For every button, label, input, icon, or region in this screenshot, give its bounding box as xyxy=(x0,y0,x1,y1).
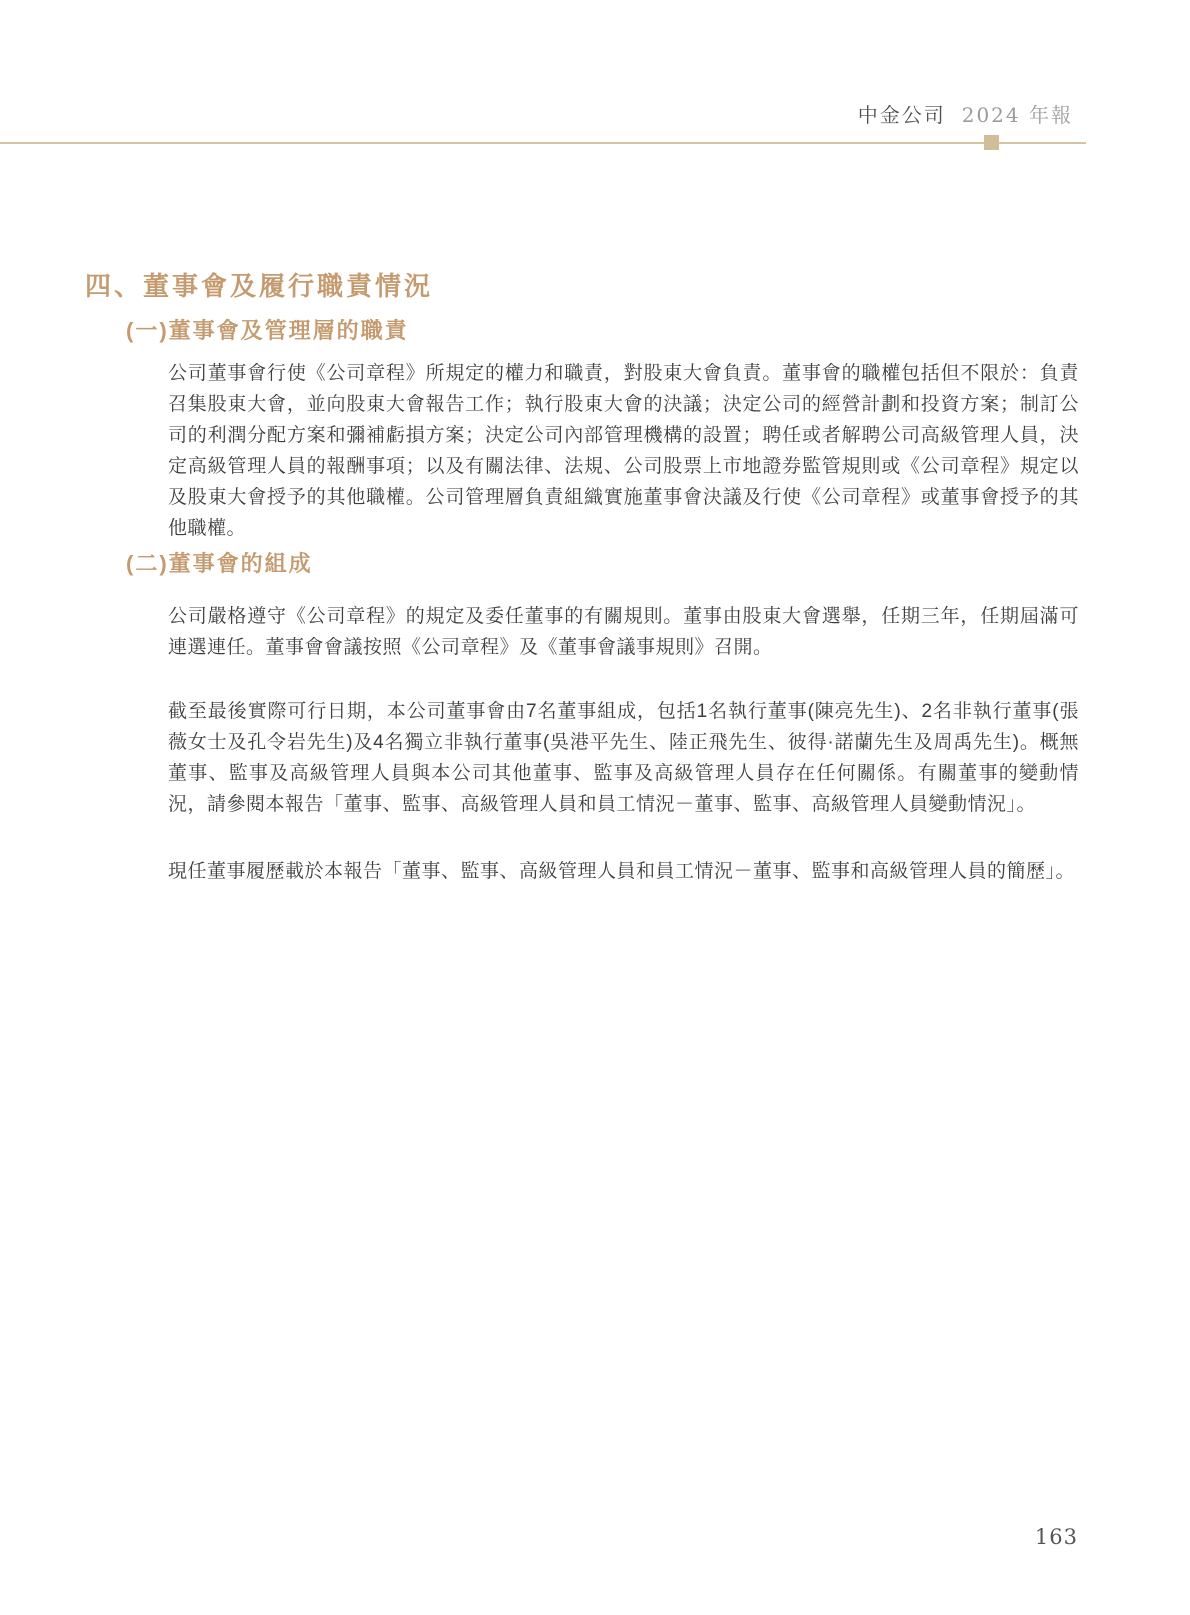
subsection-2-paragraph-3: 現任董事履歷載於本報告「董事、監事、高級管理人員和員工情況－董事、監事和高級管理人員的簡歷」。 xyxy=(168,861,1076,882)
section-title: 四、董事會及履行職責情況 xyxy=(85,271,434,301)
subsection-2-paragraph-2: 截至最後實際可行日期，本公司董事會由7名董事組成，包括1名執行董事(陳亮先生)、2名非執行董事(張薇女士及孔令岩先生)及4名獨立非執行董事(吳港平先生、陸正飛先生、彼得·諾蘭先生及周禹先生)。概無董事、監事及高級管理人員與本公司其他董事、監事及高級管理人員存在任何關係。有關董事的變動情況，請參閱本報告「董事、監事、高級管理人員和員工情況－董事、監事、高級管理人員變動情況」。 xyxy=(168,701,1079,815)
header-company-name: 中金公司 xyxy=(857,103,946,127)
header-rule-marker xyxy=(984,135,999,150)
header-report-year: 2024 年報 xyxy=(961,103,1073,127)
subsection-1-paragraph-1: 公司董事會行使《公司章程》所規定的權力和職責，對股東大會負責。董事會的職權包括但不限於：負責召集股東大會，並向股東大會報告工作；執行股東大會的決議；決定公司的經營計劃和投資方案；制訂公司的利潤分配方案和彌補虧損方案；決定公司內部管理機構的設置；聘任或者解聘公司高級管理人員，決定高級管理人員的報酬事項；以及有關法律、法規、公司股票上市地證券監管規則或《公司章程》規定以及股東大會授予的其他職權。公司管理層負責組織實施董事會決議及行使《公司章程》或董事會授予的其他職權。 xyxy=(168,363,1079,539)
subsection-1-title: (一)董事會及管理層的職責 xyxy=(126,318,409,343)
subsection-2-title: (二)董事會的組成 xyxy=(126,551,313,576)
page-header xyxy=(858,99,1073,128)
header-rule-line xyxy=(0,142,1086,144)
subsection-2-paragraph-1: 公司嚴格遵守《公司章程》的規定及委任董事的有關規則。董事由股東大會選舉，任期三年，任期屆滿可連選連任。董事會會議按照《公司章程》及《董事會議事規則》召開。 xyxy=(168,606,1079,658)
page-number: 163 xyxy=(1034,1525,1078,1549)
